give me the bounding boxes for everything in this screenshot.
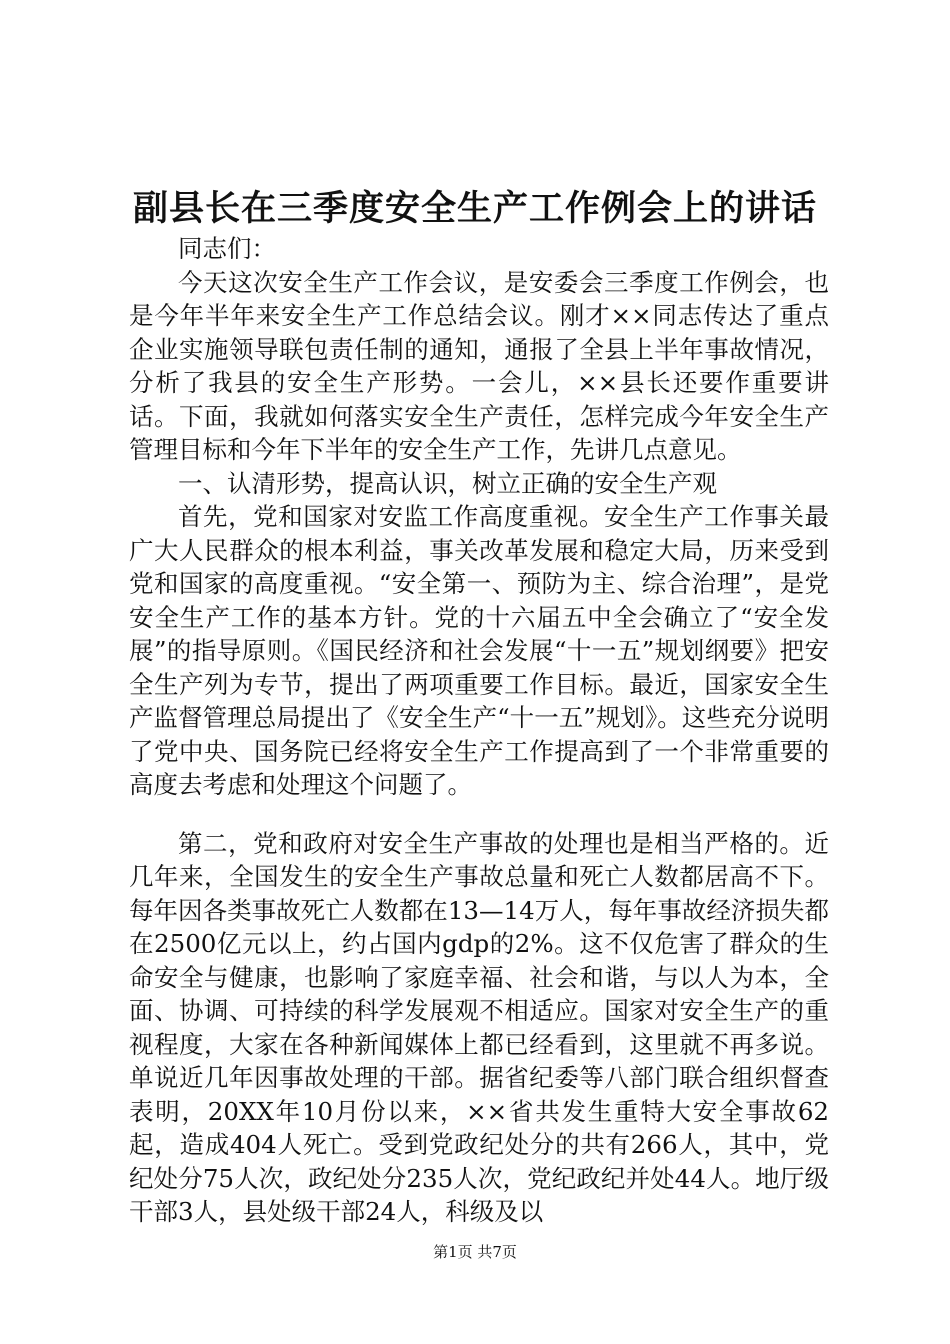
body-paragraph: 第二，党和政府对安全生产事故的处理也是相当严格的。近几年来，全国发生的安全生产事故总量和死亡人数都居高不下。每年因各类事故死亡人数都在13—14万人，每年事故经济损失都在2500亿元以上，约占国内gdp的2%。这不仅危害了群众的生命安全与健康，也影响了家庭幸福、社会和谐，与以人为本，全面、协调、可持续的科学发展观不相适应。国家对安全生产的重视程度，大家在各种新闻媒体上都已经看到，这里就不再多说。单说近几年因事故处理的干部。据省纪委等八部门联合组织督查表明，20XX年10月份以来，××省共发生重特大安全事故62起，造成404人死亡。受到党政纪处分的共有266人，其中，党纪处分75人次，政纪处分235人次，党纪政纪并处44人。地厅级干部3人，县处级干部24人，科级及以 (129, 828, 829, 1226)
salutation-paragraph: 同志们： (178, 234, 276, 263)
section-heading: 一、认清形势，提高认识，树立正确的安全生产观 (178, 468, 717, 498)
intro-paragraph: 今天这次安全生产工作会议，是安委会三季度工作例会，也是今年半年来安全生产工作总结会议。刚才××同志传达了重点企业实施领导联包责任制的通知，通报了全县上半年事故情况，分析了我县的安全生产形势。一会儿，××县长还要作重要讲话。下面，我就如何落实安全生产责任，怎样完成今年安全生产管理目标和今年下半年的安全生产工作，先讲几点意见。 (129, 267, 829, 464)
document-body (129, 232, 829, 1229)
body-paragraph: 首先，党和国家对安监工作高度重视。安全生产工作事关最广大人民群众的根本利益，事关改革发展和稳定大局，历来受到党和国家的高度重视。“安全第一、预防为主、综合治理”，是党安全生产工作的基本方针。党的十六届五中全会确立了“安全发展”的指导原则。《国民经济和社会发展“十一五”规划纲要》把安全生产列为专节，提出了两项重要工作目标。最近，国家安全生产监督管理总局提出了《安全生产“十一五”规划》。这些充分说明了党中央、国务院已经将安全生产工作提高到了一个非常重要的高度去考虑和处理这个问题了。 (129, 502, 829, 799)
document-title: 副县长在三季度安全生产工作例会上的讲话 (132, 188, 817, 229)
page-footer: 第1页 共7页 (433, 1243, 517, 1261)
